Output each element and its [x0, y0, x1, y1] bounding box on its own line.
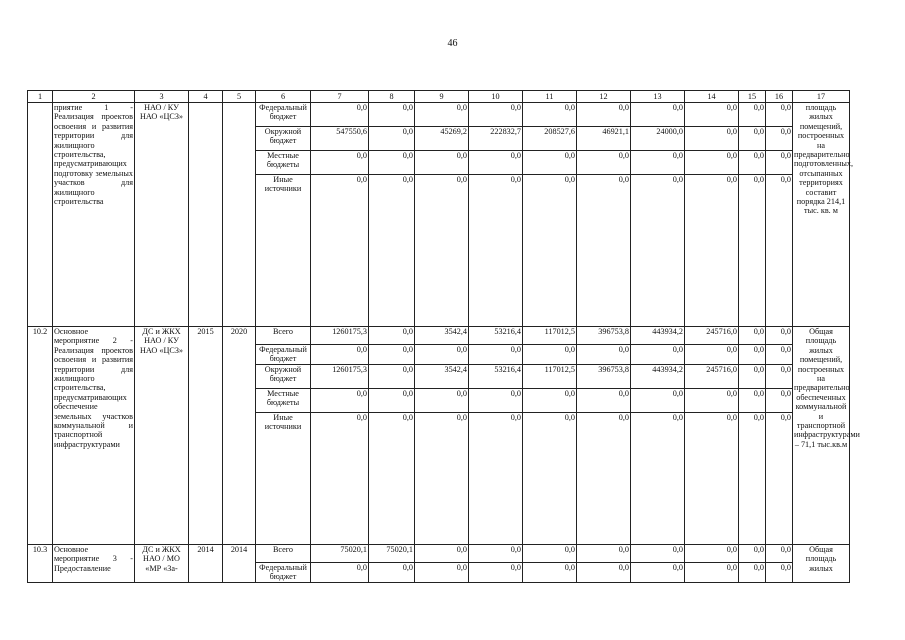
amount-cell: 0,0	[766, 544, 793, 562]
amount-cell: 0,0	[739, 151, 766, 175]
amount-cell: 0,0	[415, 151, 469, 175]
amount-cell: 0,0	[685, 151, 739, 175]
funding-source: Окружной бюджет	[256, 127, 311, 151]
amount-cell: 0,0	[631, 562, 685, 582]
amount-cell: 0,0	[685, 103, 739, 127]
amount-cell: 0,0	[415, 175, 469, 327]
amount-cell: 443934,2	[631, 364, 685, 388]
amount-cell: 0,0	[369, 175, 415, 327]
expected-result: Общая площадь жилых помещений, построенных на предварительно обеспеченных коммунальной и транспортной инфраструктурами – 71,1 тыс.кв.м	[793, 327, 850, 545]
column-header: 7	[311, 91, 369, 103]
amount-cell: 0,0	[577, 103, 631, 127]
amount-cell: 0,0	[523, 544, 577, 562]
table-body	[28, 91, 860, 583]
funding-source: Федеральный бюджет	[256, 562, 311, 582]
amount-cell: 0,0	[739, 103, 766, 127]
amount-cell: 75020,1	[311, 544, 369, 562]
amount-cell: 0,0	[311, 151, 369, 175]
end-year: 2014	[223, 544, 256, 582]
amount-cell: 0,0	[766, 364, 793, 388]
amount-cell: 245716,0	[685, 364, 739, 388]
amount-cell: 208527,6	[523, 127, 577, 151]
amount-cell: 117012,5	[523, 364, 577, 388]
amount-cell: 3542,4	[415, 327, 469, 345]
start-year: 2015	[189, 327, 223, 545]
table-row	[28, 544, 850, 562]
end-year: 2020	[223, 327, 256, 545]
row-number: 10.3	[28, 544, 53, 582]
amount-cell: 0,0	[766, 345, 793, 365]
table-row	[28, 327, 850, 345]
column-header: 11	[523, 91, 577, 103]
amount-cell: 0,0	[369, 388, 415, 412]
amount-cell: 0,0	[369, 103, 415, 127]
amount-cell: 0,0	[631, 151, 685, 175]
amount-cell: 0,0	[311, 388, 369, 412]
column-header: 14	[685, 91, 739, 103]
start-year	[189, 103, 223, 327]
end-year	[223, 103, 256, 327]
amount-cell: 0,0	[469, 175, 523, 327]
amount-cell: 53216,4	[469, 327, 523, 345]
amount-cell: 0,0	[369, 327, 415, 345]
amount-cell: 53216,4	[469, 364, 523, 388]
column-header: 8	[369, 91, 415, 103]
page-number: 46	[447, 38, 458, 49]
amount-cell: 0,0	[577, 175, 631, 327]
amount-cell: 0,0	[739, 412, 766, 544]
amount-cell: 0,0	[739, 562, 766, 582]
amount-cell: 0,0	[469, 412, 523, 544]
amount-cell: 0,0	[311, 175, 369, 327]
amount-cell: 0,0	[766, 388, 793, 412]
funding-source: Всего	[256, 544, 311, 562]
amount-cell: 222832,7	[469, 127, 523, 151]
expected-result: Общая площадь жилых	[793, 544, 850, 582]
amount-cell: 0,0	[685, 544, 739, 562]
amount-cell: 0,0	[415, 103, 469, 127]
column-header: 4	[189, 91, 223, 103]
amount-cell: 117012,5	[523, 327, 577, 345]
amount-cell: 0,0	[469, 562, 523, 582]
executor: ДС и ЖКХ НАО / КУ НАО «ЦСЗ»	[135, 327, 189, 545]
amount-cell: 0,0	[631, 175, 685, 327]
budget-table	[27, 90, 860, 583]
expected-result: площадь жилых помещений, построенных на предварительно подготовленных, отсыпанных территориях составит порядка 214,1 тыс. кв. м	[793, 103, 850, 327]
amount-cell: 0,0	[766, 151, 793, 175]
amount-cell: 0,0	[739, 364, 766, 388]
column-header: 5	[223, 91, 256, 103]
amount-cell: 0,0	[577, 151, 631, 175]
funding-source: Местные бюджеты	[256, 151, 311, 175]
amount-cell: 45269,2	[415, 127, 469, 151]
amount-cell: 0,0	[766, 562, 793, 582]
amount-cell: 0,0	[766, 412, 793, 544]
amount-cell: 0,0	[311, 412, 369, 544]
column-header: 1	[28, 91, 53, 103]
amount-cell: 1260175,3	[311, 327, 369, 345]
activity-name: Основное мероприятие 3 - Предоставление	[53, 544, 135, 582]
funding-source: Местные бюджеты	[256, 388, 311, 412]
amount-cell: 0,0	[523, 562, 577, 582]
amount-cell: 0,0	[766, 175, 793, 327]
amount-cell: 0,0	[369, 345, 415, 365]
amount-cell: 0,0	[469, 151, 523, 175]
amount-cell: 0,0	[415, 388, 469, 412]
amount-cell: 0,0	[369, 562, 415, 582]
header-row	[28, 91, 850, 103]
amount-cell: 0,0	[577, 562, 631, 582]
amount-cell: 0,0	[311, 345, 369, 365]
amount-cell: 0,0	[631, 388, 685, 412]
activity-name: приятие 1 - Реализация проектов освоения и развития территории для жилищного строительства, предусматривающих подготовку земельных участков для жилищного строительства	[53, 103, 135, 327]
amount-cell: 0,0	[523, 412, 577, 544]
amount-cell: 396753,8	[577, 327, 631, 345]
amount-cell: 396753,8	[577, 364, 631, 388]
amount-cell: 0,0	[369, 127, 415, 151]
row-number	[28, 103, 53, 327]
column-header: 12	[577, 91, 631, 103]
amount-cell: 0,0	[311, 103, 369, 127]
column-header: 10	[469, 91, 523, 103]
amount-cell: 0,0	[415, 544, 469, 562]
amount-cell: 0,0	[469, 544, 523, 562]
amount-cell: 0,0	[311, 562, 369, 582]
amount-cell: 0,0	[766, 127, 793, 151]
amount-cell: 0,0	[685, 345, 739, 365]
amount-cell: 0,0	[523, 388, 577, 412]
amount-cell: 547550,6	[311, 127, 369, 151]
amount-cell: 0,0	[685, 127, 739, 151]
amount-cell: 0,0	[523, 103, 577, 127]
column-header: 13	[631, 91, 685, 103]
amount-cell: 0,0	[739, 127, 766, 151]
amount-cell: 0,0	[766, 327, 793, 345]
amount-cell: 3542,4	[415, 364, 469, 388]
amount-cell: 24000,0	[631, 127, 685, 151]
amount-cell: 0,0	[739, 345, 766, 365]
amount-cell: 46921,1	[577, 127, 631, 151]
funding-source: Окружной бюджет	[256, 364, 311, 388]
column-header: 3	[135, 91, 189, 103]
amount-cell: 0,0	[685, 175, 739, 327]
funding-source: Иные источники	[256, 412, 311, 544]
column-header: 15	[739, 91, 766, 103]
column-header: 9	[415, 91, 469, 103]
amount-cell: 75020,1	[369, 544, 415, 562]
amount-cell: 0,0	[631, 103, 685, 127]
amount-cell: 443934,2	[631, 327, 685, 345]
amount-cell: 0,0	[577, 388, 631, 412]
funding-source: Иные источники	[256, 175, 311, 327]
amount-cell: 0,0	[631, 345, 685, 365]
funding-source: Федеральный бюджет	[256, 345, 311, 365]
column-header: 17	[793, 91, 850, 103]
amount-cell: 0,0	[739, 327, 766, 345]
table-row	[28, 103, 850, 127]
amount-cell: 0,0	[577, 412, 631, 544]
amount-cell: 0,0	[415, 345, 469, 365]
amount-cell: 0,0	[469, 103, 523, 127]
amount-cell: 0,0	[469, 345, 523, 365]
column-header: 6	[256, 91, 311, 103]
amount-cell: 1260175,3	[311, 364, 369, 388]
column-header: 16	[766, 91, 793, 103]
executor: НАО / КУ НАО «ЦСЗ»	[135, 103, 189, 327]
amount-cell: 0,0	[685, 412, 739, 544]
amount-cell: 0,0	[577, 544, 631, 562]
executor: ДС и ЖКХ НАО / МО «МР «За-	[135, 544, 189, 582]
start-year: 2014	[189, 544, 223, 582]
amount-cell: 0,0	[739, 175, 766, 327]
amount-cell: 0,0	[523, 151, 577, 175]
amount-cell: 0,0	[369, 364, 415, 388]
amount-cell: 0,0	[685, 388, 739, 412]
row-number: 10.2	[28, 327, 53, 545]
amount-cell: 245716,0	[685, 327, 739, 345]
amount-cell: 0,0	[415, 562, 469, 582]
amount-cell: 0,0	[523, 175, 577, 327]
amount-cell: 0,0	[631, 544, 685, 562]
amount-cell: 0,0	[523, 345, 577, 365]
amount-cell: 0,0	[766, 103, 793, 127]
column-header: 2	[53, 91, 135, 103]
amount-cell: 0,0	[577, 345, 631, 365]
funding-source: Федеральный бюджет	[256, 103, 311, 127]
amount-cell: 0,0	[739, 544, 766, 562]
amount-cell: 0,0	[415, 412, 469, 544]
amount-cell: 0,0	[369, 151, 415, 175]
amount-cell: 0,0	[631, 412, 685, 544]
amount-cell: 0,0	[369, 412, 415, 544]
funding-source: Всего	[256, 327, 311, 345]
amount-cell: 0,0	[469, 388, 523, 412]
amount-cell: 0,0	[739, 388, 766, 412]
amount-cell: 0,0	[685, 562, 739, 582]
activity-name: Основное мероприятие 2 - Реализация проектов освоения и развития территории для жилищного строительства, предусматривающих обеспечение земельных участков коммунальной и транспортной инфраструктурами	[53, 327, 135, 545]
